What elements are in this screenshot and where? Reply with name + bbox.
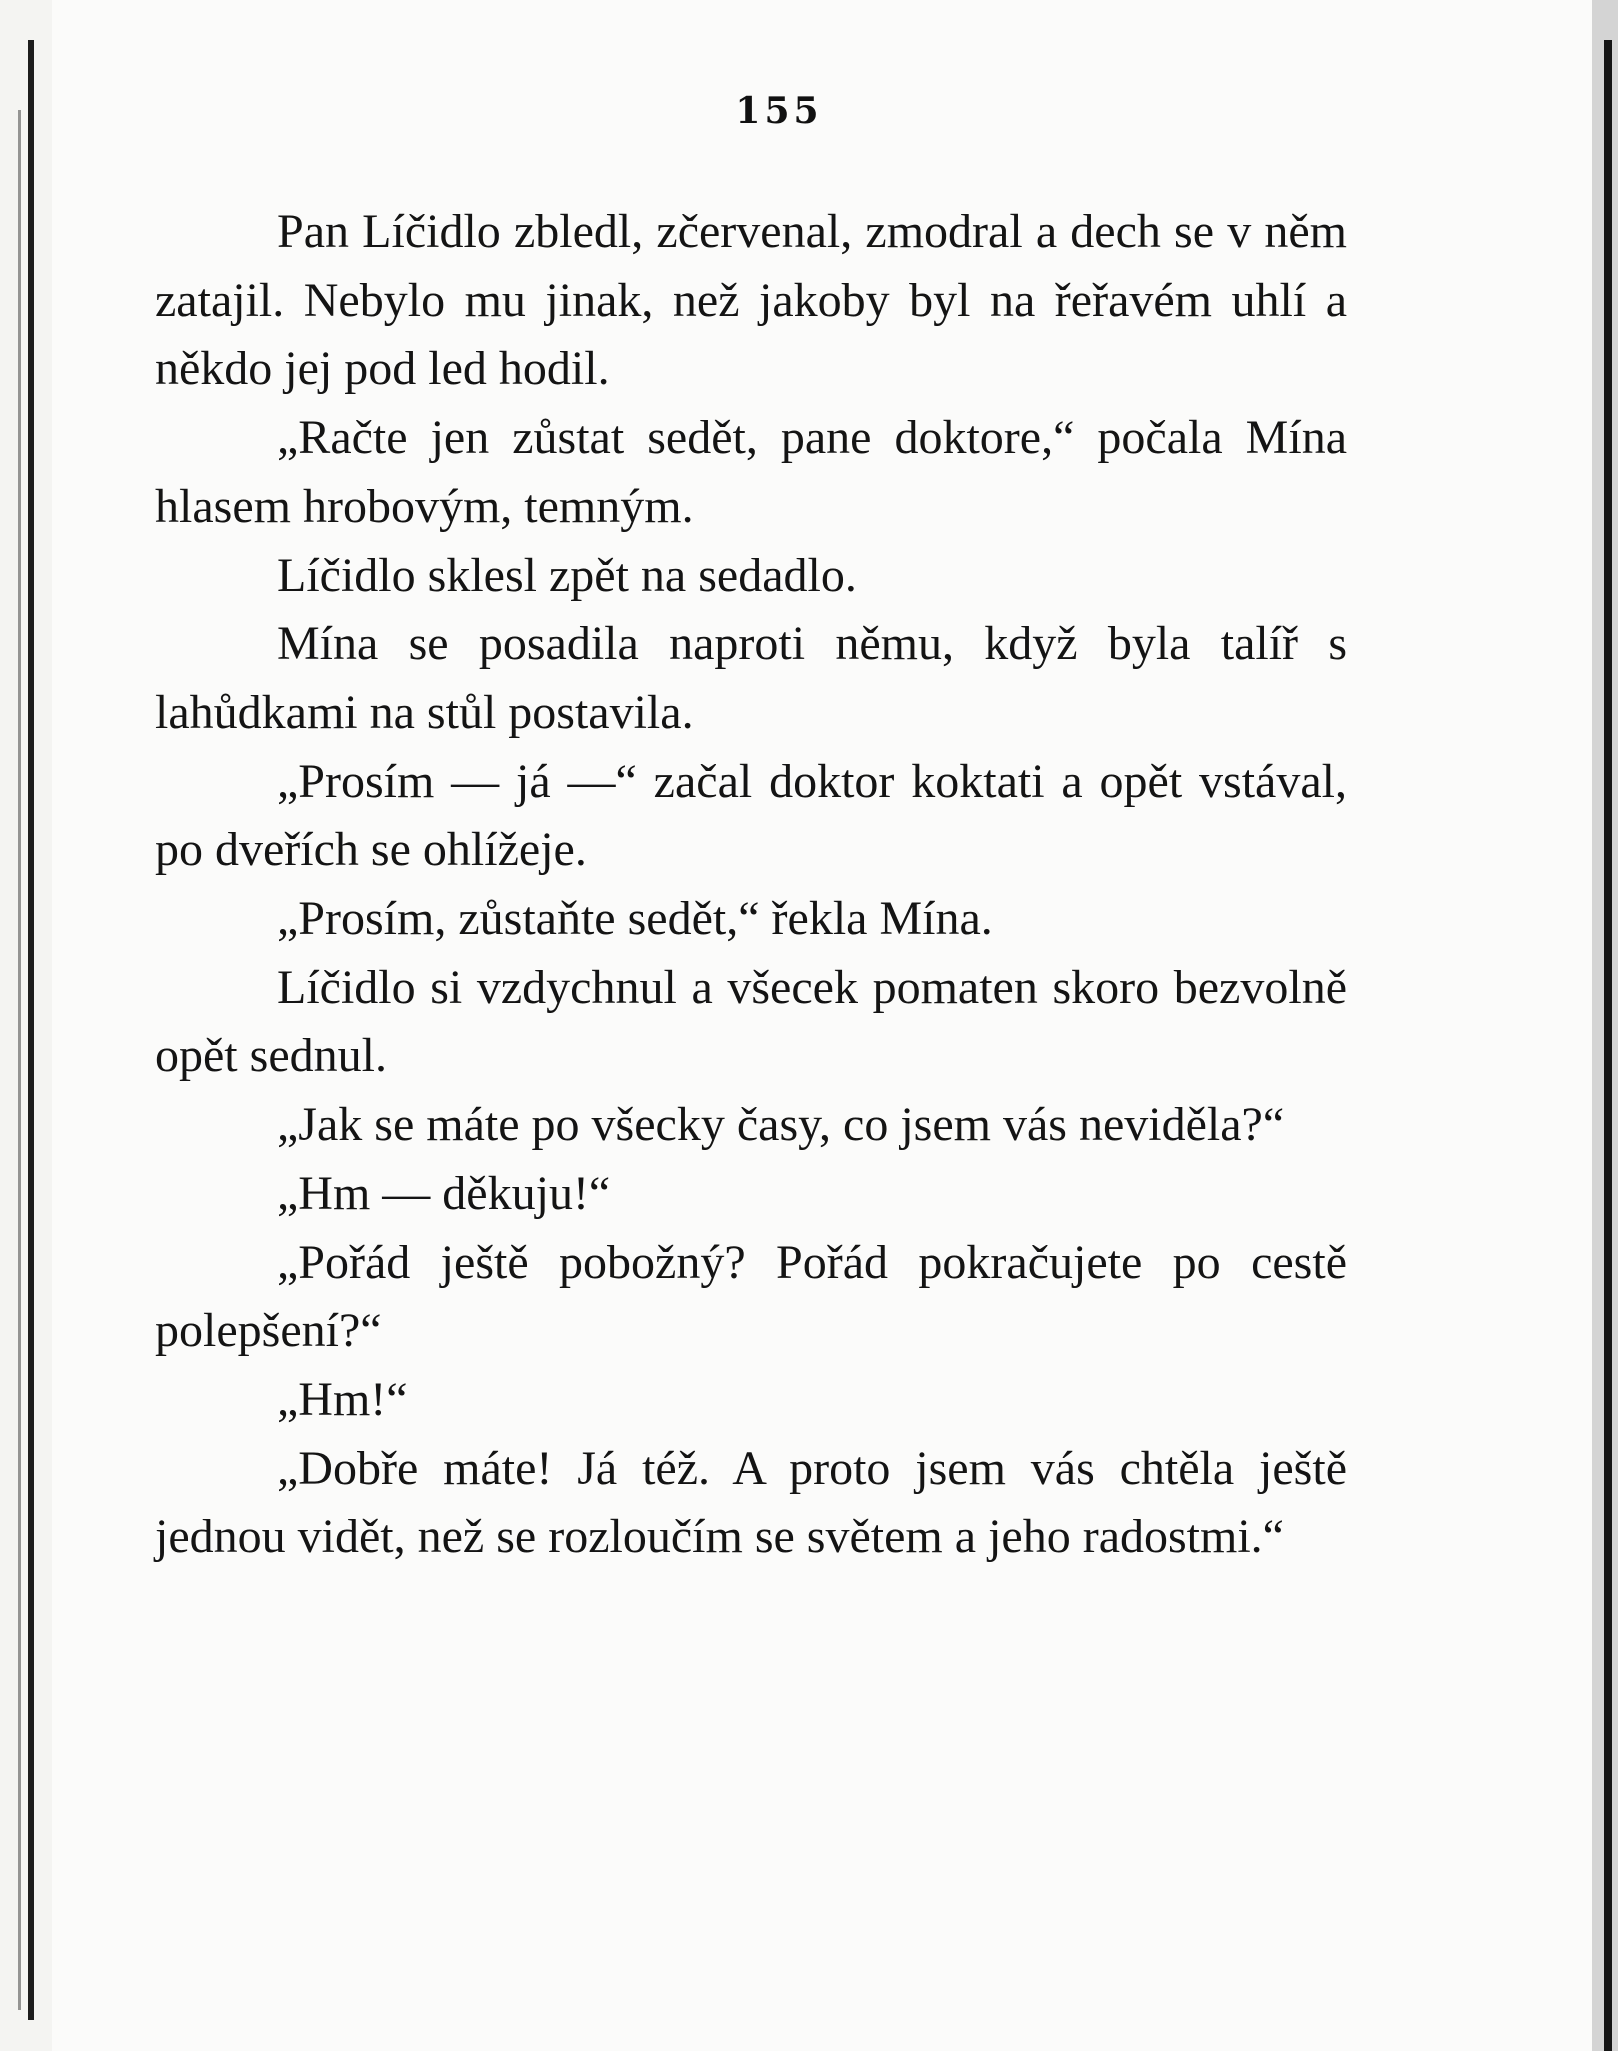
paragraph: Líčidlo si vzdychnul a všecek pomaten skoro bezvolně opět sednul. — [155, 960, 1347, 1083]
paragraph: „Prosím — já —“ začal doktor koktati a opět vstával, po dveřích se ohlížeje. — [155, 754, 1347, 877]
page-number: 155 — [735, 90, 823, 132]
paragraph: „Račte jen zůstat sedět, pane doktore,“ počala Mína hlasem hrobovým, temným. — [155, 411, 1347, 533]
paragraph: Líčidlo sklesl zpět na sedadlo. — [277, 548, 857, 602]
paragraph: „Prosím, zůstaňte sedět,“ řekla Mína. — [277, 892, 993, 946]
page-right-edge — [1604, 40, 1612, 2051]
paragraph: Pan Líčidlo zbledl, zčervenal, zmodral a dech se v něm zatajil. Nebylo mu jinak, než jakoby byl na řeřavém uhlí a někdo jej pod led hodil. — [155, 205, 1347, 396]
binding-edge — [28, 40, 34, 2020]
paragraph: „Jak se máte po všecky časy, co jsem vás neviděla?“ — [277, 1098, 1285, 1152]
body-text — [155, 198, 1347, 1572]
paragraph: Mína se posadila naproti němu, když byla talíř s lahůdkami na stůl postavila. — [155, 617, 1347, 739]
page-left-margin — [0, 0, 52, 2051]
paragraph: „Hm!“ — [277, 1372, 408, 1426]
paragraph: „Pořád ještě pobožný? Pořád pokračujete po cestě polepšení?“ — [155, 1235, 1347, 1358]
paragraph: „Dobře máte! Já též. A proto jsem vás chtěla ještě jednou vidět, než se rozloučím se světem a jeho radostmi.“ — [155, 1441, 1347, 1564]
paragraph: „Hm — děkuju!“ — [277, 1166, 611, 1220]
binding-shadow — [18, 110, 21, 2010]
